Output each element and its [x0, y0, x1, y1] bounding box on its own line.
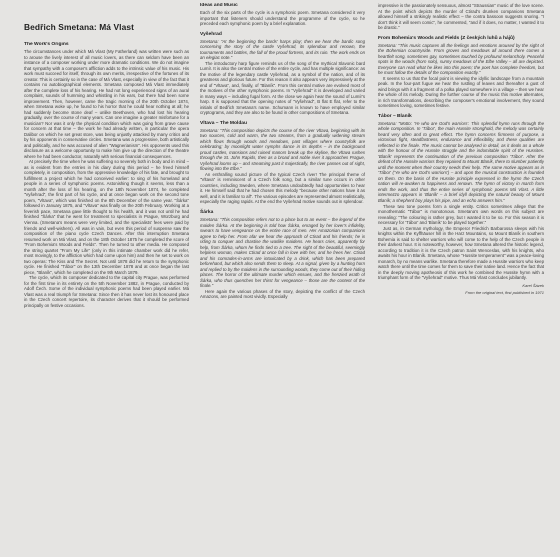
source-note: From the original text, first published in 1971 [465, 289, 544, 295]
column-middle [200, 3, 365, 548]
column-left [24, 42, 189, 547]
paragraph: Each of the six parts of the cycle is a symphonic poem. Smetana considered it very important that listeners should understand the programme of the cycle, so he preceded each symphonic poem by a brief explanation. [200, 10, 365, 27]
paragraph: Smetana: "This music captures all the feelings and emotions aroused by the sight of the Bohemian countryside. From groves and meadows all around there comes a heartfelt song, sometimes gay, sometimes touched by profound melancholy. Peaceful spots in the woods (horn solo), sunny meadows of the Elbe Valley – all are depicted. Everyone can read what he likes into this poem; the poet has complete freedom, but he must follow the details of the composition exactly." [378, 42, 544, 76]
column-right [378, 3, 544, 548]
paragraph: Smetana: "This composition refers not to a place but to an event – the legend of the maiden Šárka. At the beginning is told how Šárka, enraged by her lover's infidelity, swears to have vengeance on the entire race of men. Her Amazonian companions agree to help her. From afar we hear the approach of Ctirad and his friends; he is riding to conquer and chastise the warlike maidens. He hears cries, apparently for help, from Šárka, whom he finds tied to a tree. The sight of the beautiful, seemingly helpless woman, makes Ctirad at once fall in love with her, and he frees her. Ctirad and his comrades-in-arms are intoxicated by a drink, which has been prepared beforehand, but which also sends them to sleep. At a signal, given by a hunting horn and replied to by the maidens in the surrounding woods, they come out of their hiding places. The horror of the ultimate murder which ensues, and the frenzied wrath of Šárka, who thus quenches her thirst for vengeance – those are the content of the finale." [200, 216, 365, 289]
paragraph: At precisely the time when he was suffering so severely both in body and in mind – as is evident from the entries in his diary during this period – he freed himself completely, in composition, from the oppressive knowledge of his fate, and brought to fulfillment a project which he had conceived earlier: to sing of his homeland and people in a series of symphonic poems. Astonishing though it seems, less than a month after the loss of his hearing, on the 18th November 1874, he completed "Vyšehrad", the first part of his cycle, and at once began work on the second tone poem, "Vltava", which was finished on the 8th December of the same year. "Šárka" followed in January 1875, and "Vltava" was finally on the 20th February. Working at a feverish pace, Smetana gave little thought to his health, and it was not until he had finished "Šárka" that he went for treatment to specialists in Prague, Würzburg and Vienna. (Smetana's means were very limited, and the specialists' fees were paid by friends and well-wishers). All was in vain, but even this period of suspense saw the composition of the piano cycle Czech Dances. After this interruption Smetana resumed work on Má Vlast, and on the 18th October 1875 he completed the score of "From Bohemia's Woods and Fields". Then he turned to other media. He composed the string quartet "From My Life" (only in this intimate chamber work did he refer, most movingly, to the affliction which had come upon him) and then he set to work on two operas: The Kiss and The Secret. Not until 1878 did he return to the symphonic cycle. He finished "Tábor" on the 13th December 1878 and at once began the last piece, "Blaník", which he completed on the 9th March 1879. [24, 159, 189, 275]
paragraph: An enthralling sound picture of the typical Czech river! The principal theme of "Vltava" is reminiscent of a Czech folk song, but a similar tune occurs in other countries, including Sweden, where Smetana undoubtedly had opportunities to hear it. He himself said that he had chosen this melody "because other nations have it as well, and it is familiar to all". The various episodes are represented almost realistically, especially the raging rapids. At the end the Vyšehrad motive sounds out in splendour. [200, 171, 365, 205]
paragraph: Smetana: "This composition depicts the course of the river Vltava, beginning with its two sources, cold and warm, the two streams, from a gradually widening stream which flows through woods and meadows, past villages where countryfolk are celebrating; by moonlight water nymphs dance in its depths – in the background proud castles, mansions and ruined manors break up the skyline, the Vltava rushes through the St. John Rapids, then as a broad and noble river it approaches Prague, Vyšehrad looms up – and streaming past it majestically, the river passes out of sight, flowing into the Elbe." [200, 127, 365, 172]
paragraph: Just as, in German mythology, the Emperor Friedrich Barbarossa sleeps with his knights within the Kyffhäuser hill in the Harz Mountains, so Mount Blaník in southern Bohemia is said to shelter warriors who will come to the help of the Czech people in their darkest hour. It is noteworthy, however, how Smetana altered the historic legend, according to tradition it is the Czech patron Saint Wenceslas, with his knights, who awaits his hour in Blaník. Smetana, whose "Hussite temperament" was a peace-loving monarch, by no means warlike. Smetana therefore made a Hussite warriors who keep watch there until the time comes for them to save their native land. Hence the fact that in the deeply moving apotheosis of this work he combined the Hussite hymn with a triumphant form of the "Vyšehrad" motive. Thus Má Vlast concludes jubilantly. [378, 225, 544, 281]
paragraph: It seems to us that the focal point is viewing the idyllic landscape from a mountain peak. In the four-part fugue we hear the rustling of leaves and thereafter a gust of wind brings with it a fragment of a polka played somewhere in a village – then we hear the whole of its melody. During the further course of the music this motive alternates, in rich transformations, describing the composer's emotional involvement, they sound sometimes loving, sometimes festive. [378, 75, 544, 109]
section-heading-vysehrad: Vyšehrad [200, 31, 222, 37]
section-heading-woods: From Bohemia's Woods and Fields (Z českých luhů a hájů) [378, 35, 515, 41]
section-heading-tabor: Tábor – Blaník [378, 113, 412, 119]
paragraph: Smetana: "At the beginning the bards' harps play; then we hear the bardic song concerning the story of the castle Vyšehrad, its splendour and renown, the tournaments and battles, the fall of the proud fortress, and its ruin. The work ends on an elegiac note." [200, 38, 365, 61]
paragraph: These two tone poems form a single entity. Critics sometimes allege that the monothematic "Tábor" is monotonous. Smetana's own words on this subject are revealing: "The colouring is rather grey, but I wanted it to be so. For this season it is necessary for 'Tábor' and 'Blaník' to be played together." [378, 203, 544, 226]
paragraph: The circumstances under which Má Vlast (My Fatherland) was written were such as to arouse the lively interest of all music lovers, as there can seldom have been an instance of a composer working under more dramatic conditions. We do not imagine that sympathy with a composer's affliction adds to the intrinsic value of his music. His work must succeed for itself, through its own merits, irrespective of the fortunes of its creator. This is certainly so in the case of Má Vlast, especially in view of the fact that it contains no autobiographical elements. Smetana composed Má Vlast immediately after the complete loss of his hearing. He had not long experienced signs of an aural complaint, sounds of humming and whistling in his ears, but there had been some improvement. Then, however, came the tragic morning of the 20th October 1874, when Smetana woke up, he found to his horror that he could hear nothing at all; he had suddenly become stone deaf – unlike Beethoven, who had lost his hearing gradually, over the course of many years. Can one imagine a greater misfortune for a musician? Nor was it only the physical condition which was going from grave cause for concern at that time – the work he had already written, in particular the opera Dalibor on which he set great store, was being unjustly attacked by many critics and by his opponents in conservative circles. Smetana was a progressive, both artistically and politically, and he was accused of alien "Wagnerianism". His opponents used this disclosure as a welcome opportunity to make him give up the direction of the theatre where he had been conductor, naturally with serious financial consequences. [24, 49, 189, 159]
paragraph: The introductory harp figure reminds us of the song of the mythical Slavonic bard Lumír. It is also the central motive of the entire cycle, and has multiple significance: as the motive of the legendary castle Vyšehrad, as a symbol of the nation, and of its greatness and glorious future. For this reason it also appears very impressively at the end of "Vltava", and, finally, of "Blaník". From this central motive are evolved most of the motives of the other symphonic poems. In "Vyšehrad" it is developed and varied in many ways – including fugal form. At the close we again hear the sound of Lumír's harp. It is supposed that the opening notes of "Vyšehrad", B flat E flat, refer to the initials of Bedřich Smetana's name. Schumann is known to have employed similar cryptograms, and they are also to be found in other compositions of Smetana. [200, 60, 365, 116]
paragraph: impressive is the passionately sensuous, almost "Straussian" music of the love scene. At the point which depicts the murder of Ctirad's drunken companions Smetana allowed himself a strikingly realistic effect – the contra bassoon suggests snoring. "I don't think it will seem comic", he commented, "and if it does, no matter, I wanted it to be drastic." [378, 3, 544, 31]
section-heading-vltava: Vltava – The Moldau [200, 120, 248, 126]
section-heading-ideas: Ideas and Music [200, 3, 238, 8]
section-heading-origins: The Work's Origins [24, 42, 69, 47]
paragraph: Smetana: "Motto: 'Ye who are God's warriors'. This splendid hymn runs through the whole composition. In 'Tábor', the main Hussite stronghold, the melody was certainly heard very often and to great effect. The hymn concerns firmness of purpose, a victorious fight, steadfastness, endurance and inflexibility, and these qualities are reflected in the finale. The music cannot be analysed in detail, as it deals as a whole with the honour of the Hussite struggle and the indomitable spirit of the Hussites. 'Blaník' represents the continuation of the previous composition 'Tábor'. After the defeat of the Hussite warriors they repaired to Mount Blaník, there to slumber patiently until the moment when their country needs their help. The same motive appears as in 'Tábor' ('Ye who are God's warriors') – and upon the musical construction is founded on them. On the basis of the Hussite principle expressed in the hymn the Czech nation will re-awaken to happiness and renown. The hymn of victory in march form ends the work, and thus the entire series of symphonic poems Má Vlast. A little intermezzo appears in 'Blaník' – a brief idyll depicting the natural beauty of Mount Blaník; a shepherd boy plays his pipe, and an echo answers him." [378, 120, 544, 203]
paragraph: The cycle, which its composer dedicated to the capital city Prague, was performed for the first time in its entirety on the 5th November 1882, in Prague, conducted by Adolf Čech. Some of the individual symphonic poems had been played earlier. Má Vlast was a real triumph for Smetana: Since then it has never lost its honoured place in the Czech concert repertoire, its character derives that it should be performed principally on festive occasions. [24, 275, 189, 308]
page-title: Bedřich Smetana: Má Vlast [24, 22, 135, 32]
author-credit: Karel Šázek [522, 282, 544, 288]
section-heading-sarka: Šárka [200, 209, 214, 215]
paragraph: Here again the various phases of the story, depicting the conflict of the Czech Amazons, are painted most vividly. Especially [200, 288, 365, 300]
